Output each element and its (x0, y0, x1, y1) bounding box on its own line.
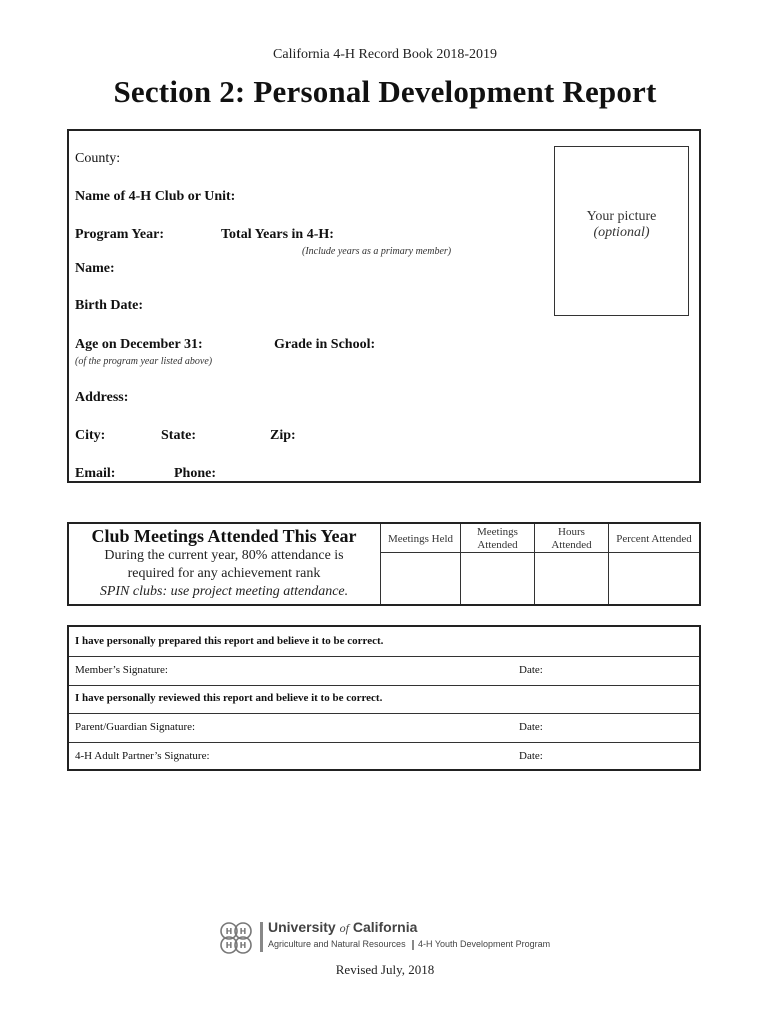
meetings-line-3: SPIN clubs: use project meeting attendance. (99, 584, 349, 599)
photo-optional-note: (optional) (593, 225, 650, 240)
percent-attended-header: Percent Attended (616, 533, 692, 545)
hours-attended-cell[interactable] (535, 553, 608, 604)
hours-attended-header: Hours Attended (551, 526, 592, 551)
revised-date: Revised July, 2018 (335, 962, 435, 977)
total-years-label: Total Years in 4-H: (221, 227, 334, 242)
state-label: State: (161, 428, 196, 443)
svg-text:H: H (225, 941, 233, 950)
uc-anr-logo (216, 918, 561, 958)
city-label: City: (75, 428, 106, 443)
address-label: Address: (75, 390, 129, 405)
photo-placeholder[interactable] (554, 146, 689, 316)
zip-label: Zip: (270, 428, 296, 443)
clover-icon (216, 918, 256, 958)
svg-text:H: H (239, 927, 247, 936)
university-name: University of California (268, 919, 418, 935)
age-label: Age on December 31: (75, 337, 203, 352)
parent-date-label: Date: (519, 721, 543, 733)
logo-small-divider (412, 940, 414, 950)
club-label: Name of 4-H Club or Unit: (75, 189, 236, 204)
percent-attended-cell[interactable] (609, 553, 699, 604)
grade-label: Grade in School: (274, 337, 376, 352)
meetings-held-header: Meetings Held (387, 533, 454, 545)
meetings-attended-header: Meetings Attended (477, 526, 518, 551)
parent-statement: I have personally reviewed this report and believe it to be correct. (75, 692, 383, 704)
signature-table (67, 625, 701, 771)
program-name: 4-H Youth Development Program (418, 939, 551, 949)
email-label: Email: (75, 466, 116, 481)
partner-date-label: Date: (519, 750, 543, 762)
member-date-label: Date: (519, 664, 543, 676)
photo-caption: Your picture (586, 209, 657, 224)
meetings-description (69, 524, 379, 601)
county-label: County: (75, 151, 121, 166)
logo-divider (260, 922, 263, 952)
program-year-label: Program Year: (75, 227, 165, 242)
phone-label: Phone: (174, 466, 216, 481)
meetings-line-1: During the current year, 80% attendance is (104, 548, 344, 563)
member-statement: I have personally prepared this report and believe it to be correct. (75, 635, 384, 647)
parent-signature-label: Parent/Guardian Signature: (75, 721, 196, 733)
meetings-title: Club Meetings Attended This Year (91, 526, 357, 546)
meetings-attended-cell[interactable] (461, 553, 534, 604)
svg-text:H: H (239, 941, 247, 950)
record-book-header: California 4-H Record Book 2018-2019 (273, 47, 497, 62)
age-note: (of the program year listed above) (75, 356, 213, 367)
total-years-note: (Include years as a primary member) (302, 246, 452, 257)
svg-text:H: H (225, 927, 233, 936)
member-signature-label: Member’s Signature: (75, 664, 168, 676)
partner-signature-label: 4-H Adult Partner’s Signature: (75, 750, 210, 762)
meetings-held-cell[interactable] (381, 553, 460, 604)
division-name: Agriculture and Natural Resources (268, 939, 406, 949)
birth-date-label: Birth Date: (75, 298, 144, 313)
meetings-line-2: required for any achievement rank (127, 566, 321, 581)
name-label: Name: (75, 261, 115, 276)
page-title: Section 2: Personal Development Report (113, 74, 657, 109)
